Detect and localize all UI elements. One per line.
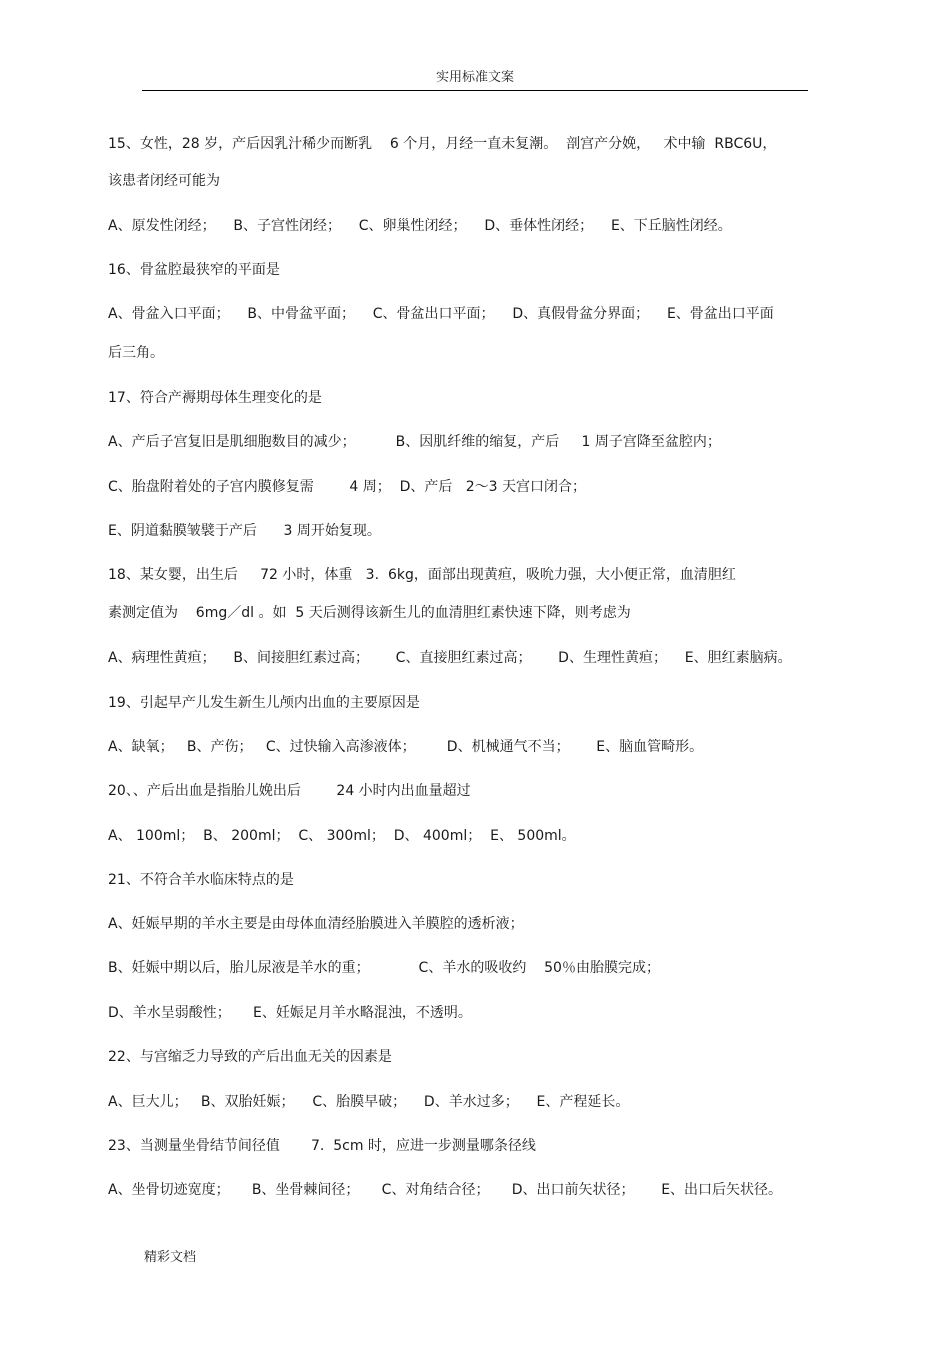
question-23-options: A、坐骨切迹宽度； B、坐骨棘间径； C、对角结合径； D、出口前矢状径； E、出口后矢状径。 xyxy=(108,1182,783,1198)
header-rule xyxy=(142,90,808,91)
question-15-stem-line-2: 该患者闭经可能为 xyxy=(108,173,220,189)
question-21-stem: 21、不符合羊水临床特点的是 xyxy=(108,872,294,888)
question-16-stem: 16、骨盆腔最狭窄的平面是 xyxy=(108,262,280,278)
question-21-option-a: A、妊娠早期的羊水主要是由母体血清经胎膜进入羊膜腔的透析液； xyxy=(108,916,524,932)
question-17-stem: 17、符合产褥期母体生理变化的是 xyxy=(108,390,322,406)
question-19-stem: 19、引起早产儿发生新生儿颅内出血的主要原因是 xyxy=(108,695,420,711)
question-15-stem-line-1: 15、女性，28 岁，产后因乳汁稀少而断乳 6 个月，月经一直未复潮。 剖宫产分娩， 术中输 RBC6U， xyxy=(108,136,777,152)
question-16-options-line-2: 后三角。 xyxy=(108,345,164,361)
question-17-options-line-2: C、胎盘附着处的子宫内膜修复需 4 周； D、产后 2～3 天宫口闭合； xyxy=(108,479,587,495)
question-22-options: A、巨大儿； B、双胎妊娠； C、胎膜早破； D、羊水过多； E、产程延长。 xyxy=(108,1094,630,1110)
question-20-options: A、 100ml； B、 200ml； C、 300ml； D、 400ml； E、 500ml。 xyxy=(108,828,576,844)
question-17-options-line-3: E、阴道黏膜皱襞于产后 3 周开始复现。 xyxy=(108,523,381,539)
question-23-stem: 23、当测量坐骨结节间径值 7. 5cm 时，应进一步测量哪条径线 xyxy=(108,1138,536,1154)
question-18-stem-line-2: 素测定值为 6mg／dl 。如 5 天后测得该新生儿的血清胆红素快速下降，则考虑为 xyxy=(108,605,631,621)
page-footer: 精彩文档 xyxy=(144,1250,197,1265)
question-21-options-d-e: D、羊水呈弱酸性； E、妊娠足月羊水略混浊，不透明。 xyxy=(108,1005,472,1021)
question-20-stem: 20、、产后出血是指胎儿娩出后 24 小时内出血量超过 xyxy=(108,783,471,799)
question-19-options: A、缺氧； B、产伤； C、过快输入高渗液体； D、机械通气不当； E、脑血管畸形。 xyxy=(108,739,704,755)
question-21-options-b-c: B、妊娠中期以后，胎儿尿液是羊水的重； C、羊水的吸收约 50％由胎膜完成； xyxy=(108,960,660,976)
question-16-options-line-1: A、骨盆入口平面； B、中骨盆平面； C、骨盆出口平面； D、真假骨盆分界面； E、骨盆出口平面 xyxy=(108,306,774,322)
question-22-stem: 22、与宫缩乏力导致的产后出血无关的因素是 xyxy=(108,1049,392,1065)
question-15-options: A、原发性闭经； B、子宫性闭经； C、卵巢性闭经； D、垂体性闭经； E、下丘脑性闭经。 xyxy=(108,218,732,234)
page-header: 实用标准文案 xyxy=(435,70,514,85)
question-18-options: A、病理性黄疸； B、间接胆红素过高； C、直接胆红素过高； D、生理性黄疸； E、胆红素脑病。 xyxy=(108,650,792,666)
question-18-stem-line-1: 18、某女婴，出生后 72 小时，体重 3. 6kg，面部出现黄疸，吸吮力强，大小便正常，血清胆红 xyxy=(108,567,736,583)
question-17-options-line-1: A、产后子宫复旧是肌细胞数目的减少； B、因肌纤维的缩复，产后 1 周子宫降至盆腔内； xyxy=(108,434,721,450)
